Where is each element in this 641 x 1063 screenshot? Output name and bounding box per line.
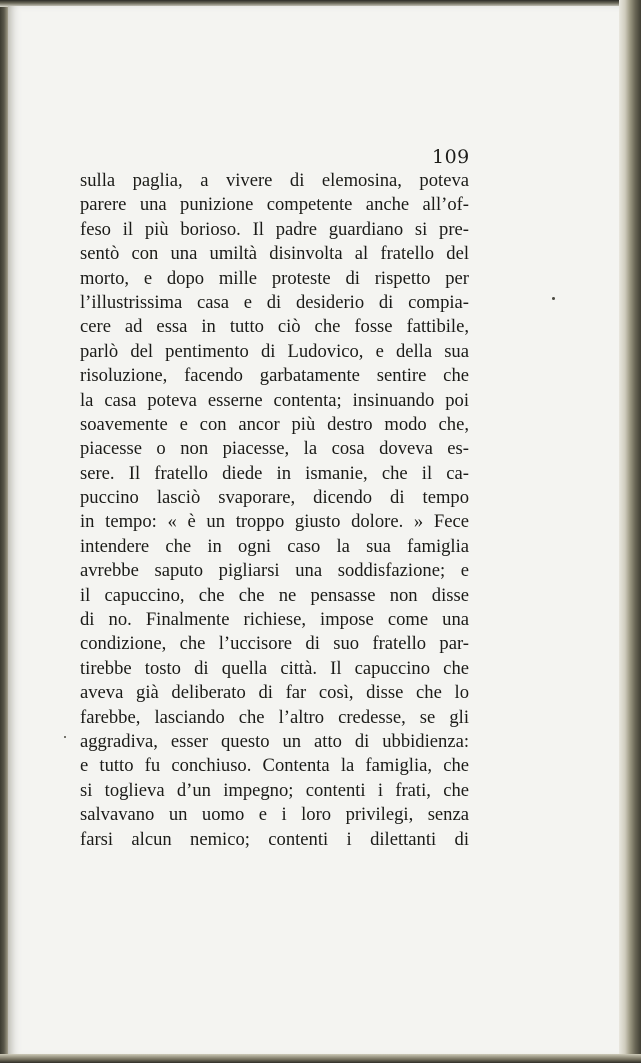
text-line: salvavano un uomo e i loro privilegi, senza — [80, 804, 469, 826]
text-line: intendere che in ogni caso la sua famiglia — [80, 535, 469, 557]
text-line: si toglieva d’un impegno; contenti i frati, che — [80, 779, 469, 801]
text-line: parere una punizione competente anche all’of- — [80, 194, 469, 216]
text-line: sentò con una umiltà disinvolta al fratello del — [80, 243, 469, 265]
text-line: soavemente e con ancor più destro modo che, — [80, 413, 469, 435]
text-line: sere. Il fratello diede in ismanie, che il ca- — [80, 462, 469, 484]
text-line: aggradiva, esser questo un atto di ubbidienza: — [80, 730, 469, 752]
text-line: condizione, che l’uccisore di suo fratello par- — [80, 633, 469, 655]
text-line: risoluzione, facendo garbatamente sentire che — [80, 365, 469, 387]
text-line: feso il più borioso. Il padre guardiano si pre- — [80, 218, 469, 240]
text-line: aveva già deliberato di far così, disse che lo — [80, 682, 469, 704]
text-line: puccino lasciò svaporare, dicendo di tempo — [80, 487, 469, 509]
text-line: piacesse o non piacesse, la cosa doveva es- — [80, 438, 469, 460]
text-line: la casa poteva esserne contenta; insinuando poi — [80, 389, 469, 411]
page-right-edge — [619, 0, 641, 1063]
text-line: e tutto fu conchiuso. Contenta la famiglia, che — [80, 755, 469, 777]
body-text — [80, 169, 469, 852]
page-bottom-edge — [0, 1054, 641, 1063]
text-line: avrebbe saputo pigliarsi una soddisfazione; e — [80, 560, 469, 582]
page-number: 109 — [432, 146, 470, 168]
text-line: l’illustrissima casa e di desiderio di compia- — [80, 291, 469, 313]
text-line: sulla paglia, a vivere di elemosina, poteva — [80, 170, 469, 191]
paper-speck — [552, 297, 555, 300]
paper-speck — [64, 736, 66, 738]
text-line: morto, e dopo mille proteste di rispetto per — [80, 267, 469, 289]
text-line: di no. Finalmente richiese, impose come una — [80, 609, 469, 631]
text-line: il capuccino, che che ne pensasse non disse — [80, 584, 469, 606]
text-line: farebbe, lasciando che l’altro credesse, se gli — [80, 706, 469, 728]
text-line: tirebbe tosto di quella città. Il capuccino che — [80, 657, 469, 679]
text-line: in tempo: « è un troppo giusto dolore. » Fece — [80, 511, 469, 533]
text-line: farsi alcun nemico; contenti i dilettanti di — [80, 828, 469, 850]
text-line: parlò del pentimento di Ludovico, e della sua — [80, 340, 469, 362]
text-line: cere ad essa in tutto ciò che fosse fattibile, — [80, 316, 469, 338]
